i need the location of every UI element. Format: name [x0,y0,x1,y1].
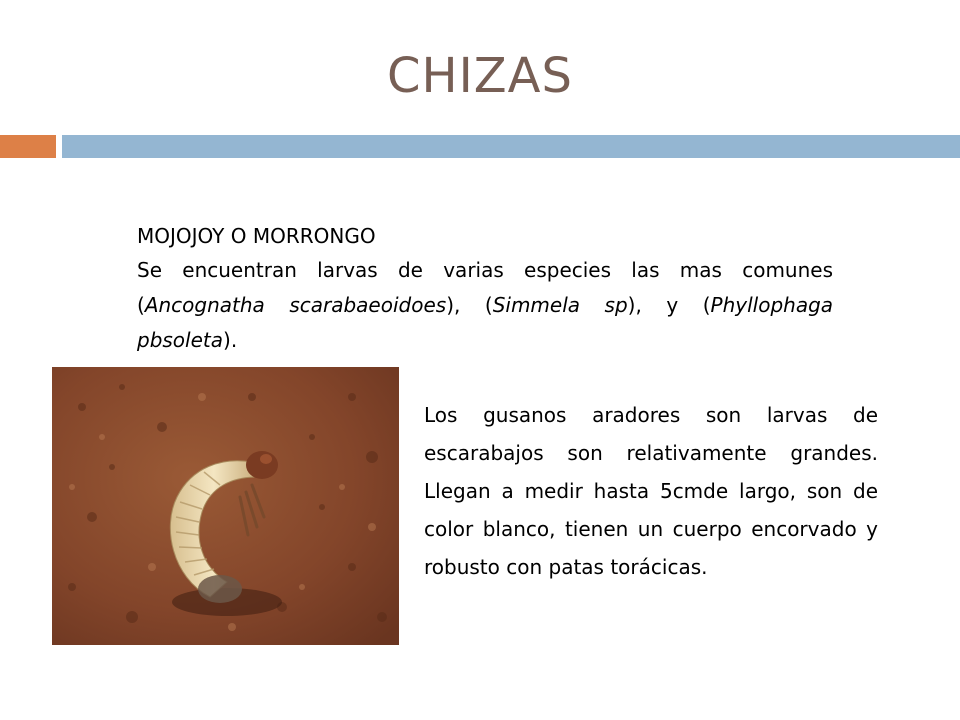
intro-paragraph [137,253,833,358]
description-paragraph: Los gusanos aradores son larvas de escarabajos son relativamente grandes. Llegan a medir hasta 5cmde largo, son de color blanco, tienen un cuerpo encorvado y robusto con patas torácicas. [424,403,878,579]
species-name-1: Ancognatha scarabaeoidoes [144,293,447,317]
section-heading: MOJOJOY O MORRONGO [137,224,376,248]
title-accent-bar [0,135,56,158]
intro-separator-1: ), ( [446,293,493,317]
intro-text-start: Se encuentran larvas de varias especies las mas comunes ( [137,258,833,317]
grub-photo [52,367,399,645]
title-divider-bar [62,135,960,158]
slide-title: CHIZAS [387,48,573,104]
intro-text-end: ). [223,328,238,352]
larva-tail [198,575,242,603]
species-name-2: Simmela sp [492,293,628,317]
intro-separator-2: ), y ( [627,293,711,317]
species-name-3: Phyllophaga pbsoleta [137,293,834,352]
larva-head [246,451,278,479]
